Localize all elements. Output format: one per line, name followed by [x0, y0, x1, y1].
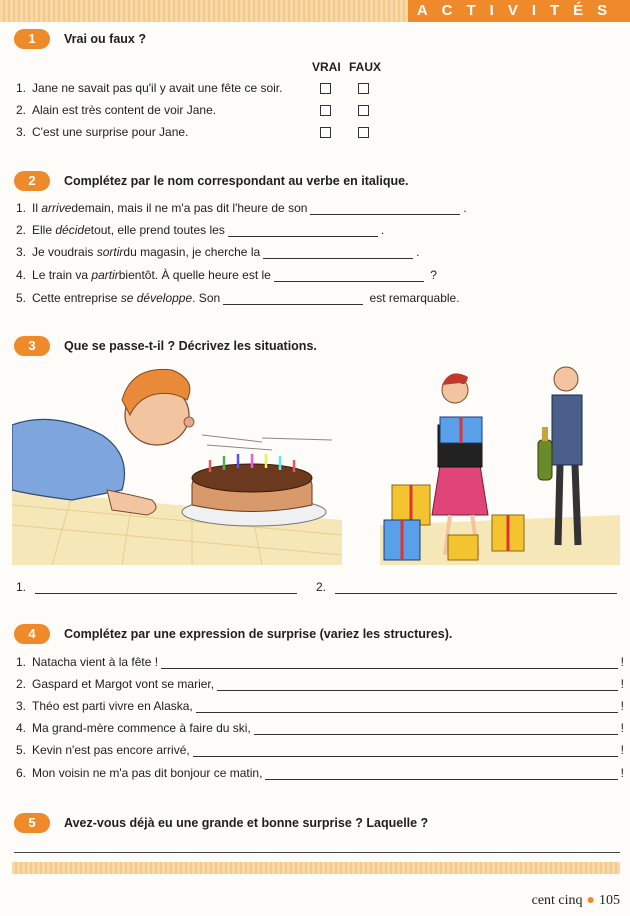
section-number-badge: 3 [14, 336, 50, 356]
section-title: Vrai ou faux ? [64, 32, 146, 46]
answer-blank[interactable] [228, 224, 378, 237]
answer-blank[interactable] [193, 744, 618, 757]
answer-blank[interactable] [265, 767, 617, 780]
answer-blank[interactable] [335, 581, 617, 594]
vrai-checkbox[interactable] [320, 105, 331, 116]
section-1-header [14, 29, 146, 49]
section-title: Complétez par une expression de surprise (variez les structures). [64, 627, 453, 641]
fill-in-item: 1. Il arrive demain, mais il ne m'a pas dit l'heure de son . [16, 201, 467, 215]
surprise-item: 3. Théo est parti vivre en Alaska, ! [16, 699, 624, 713]
answer-blank[interactable] [161, 656, 618, 669]
section-5-header [14, 813, 428, 833]
bottom-decorative-band [12, 862, 620, 874]
surprise-item: 1. Natacha vient à la fête ! ! [16, 655, 624, 669]
answer-blank[interactable] [274, 269, 424, 282]
birthday-cake-illustration [12, 360, 342, 565]
answer-blank[interactable] [223, 292, 363, 305]
faux-column-header: FAUX [349, 60, 382, 74]
section-number-badge: 5 [14, 813, 50, 833]
fill-in-item: 5. Cette entreprise se développe . Son est remarquable. [16, 291, 460, 305]
surprise-item: 6. Mon voisin ne m'a pas dit bonjour ce matin, ! [16, 766, 624, 780]
page-number-words: cent cinq [531, 893, 583, 908]
section-number-badge: 1 [14, 29, 50, 49]
section-title: Que se passe-t-il ? Décrivez les situations. [64, 339, 317, 353]
surprise-item: 4. Ma grand-mère commence à faire du ski, ! [16, 721, 624, 735]
gifts-champagne-illustration [380, 355, 620, 565]
page-footer [532, 893, 620, 909]
vrai-checkbox[interactable] [320, 127, 331, 138]
section-number-badge: 4 [14, 624, 50, 644]
true-false-item: 2. Alain est très content de voir Jane. [16, 103, 217, 117]
answer-line[interactable] [14, 852, 620, 853]
description-line-1: 1. [16, 580, 300, 594]
answer-blank[interactable] [196, 700, 618, 713]
section-title: Complétez par le nom correspondant au verbe en italique. [64, 174, 409, 188]
surprise-item: 5. Kevin n'est pas encore arrivé, ! [16, 743, 624, 757]
description-line-2: 2. [316, 580, 620, 594]
bullet-dot-icon: ● [586, 893, 595, 908]
faux-checkbox[interactable] [358, 83, 369, 94]
vrai-checkbox[interactable] [320, 83, 331, 94]
section-title: Avez-vous déjà eu une grande et bonne surprise ? Laquelle ? [64, 816, 429, 830]
section-number-badge: 2 [14, 171, 50, 191]
faux-checkbox[interactable] [358, 127, 369, 138]
surprise-item: 2. Gaspard et Margot vont se marier, ! [16, 677, 624, 691]
section-2-header [14, 171, 409, 191]
answer-blank[interactable] [217, 678, 618, 691]
answer-blank[interactable] [35, 581, 297, 594]
fill-in-item: 3. Je voudrais sortir du magasin, je cherche la . [16, 245, 420, 259]
true-false-item: 1. Jane ne savait pas qu'il y avait une fête ce soir. [16, 81, 283, 95]
section-4-header [14, 624, 452, 644]
answer-blank[interactable] [310, 202, 460, 215]
section-3-header [14, 336, 317, 356]
activites-tab: ACTIVITÉS [408, 0, 630, 22]
answer-blank[interactable] [254, 722, 618, 735]
true-false-item: 3. C'est une surprise pour Jane. [16, 125, 189, 139]
fill-in-item: 2. Elle décide tout, elle prend toutes les . [16, 223, 385, 237]
vrai-column-header: VRAI [312, 60, 341, 74]
page-number: 105 [599, 893, 620, 908]
answer-blank[interactable] [263, 246, 413, 259]
faux-checkbox[interactable] [358, 105, 369, 116]
fill-in-item: 4. Le train va partir bientôt. À quelle heure est le ? [16, 268, 437, 282]
